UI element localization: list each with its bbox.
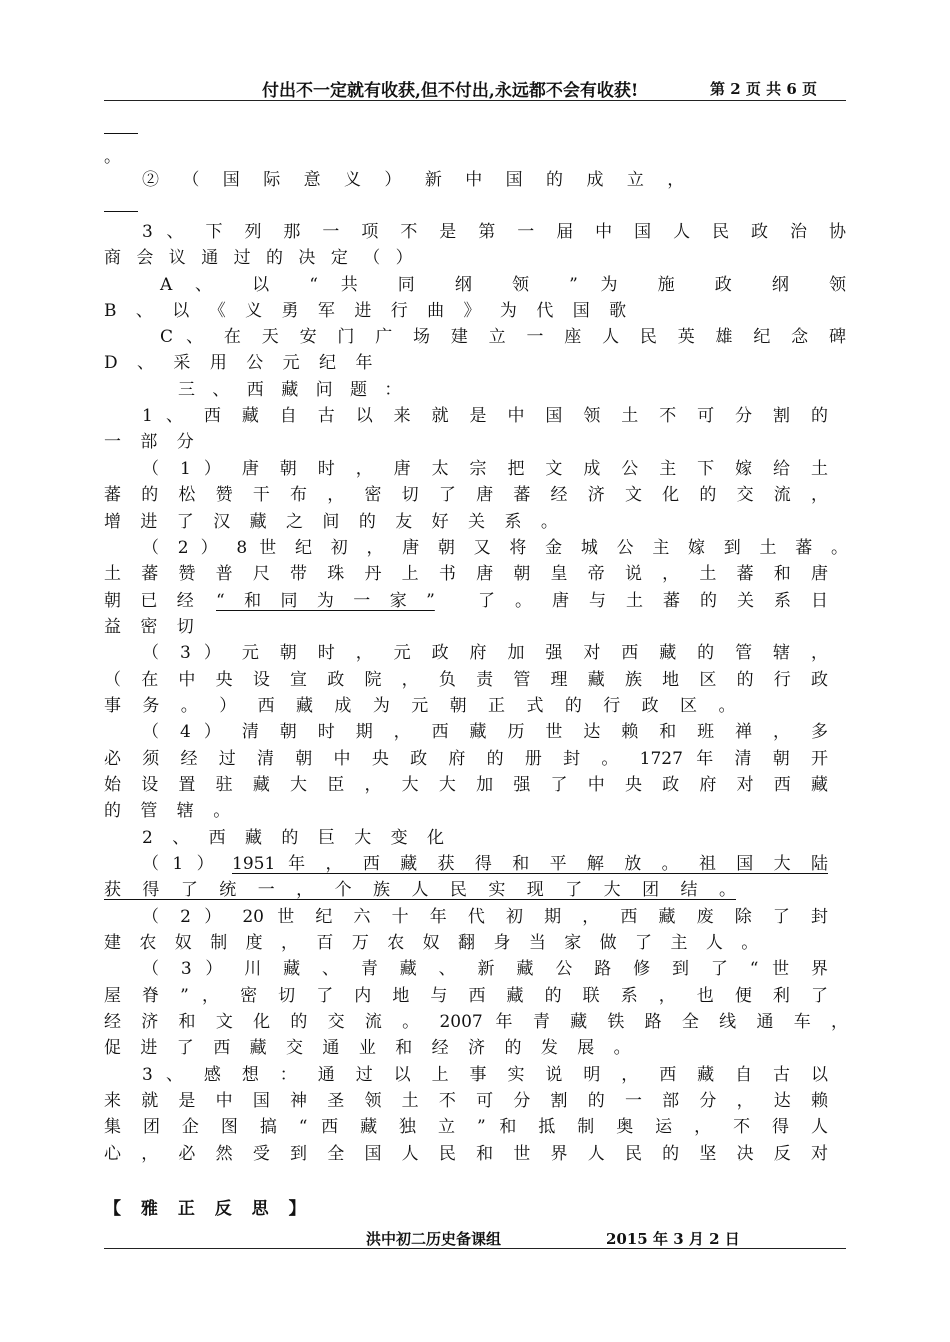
page-number: 第 2 页 共 6 页 [710,80,817,98]
text-line: 建 农 奴 制 度 ， 百 万 农 奴 翻 身 当 家 做 了 主 人 。 [104,933,759,953]
text-line: 屋 脊 ” ， 密 切 了 内 地 与 西 藏 的 联 系 ， 也 便 利 了 [104,986,828,1006]
text-line: 促 进 了 西 藏 交 通 业 和 经 济 的 发 展 。 [104,1038,631,1058]
option-c: C 、 在 天 安 门 广 场 建 立 一 座 人 民 英 雄 纪 念 碑 [160,327,846,347]
text-line: 一 部 分 [104,432,194,452]
text-line: （ 在 中 央 设 宣 政 院 ， 负 责 管 理 藏 族 地 区 的 行 政 [104,670,828,690]
text-line: 益 密 切 [104,617,194,637]
text-line: 朝 已 经 [104,591,194,611]
question-text: 商 会 议 通 过 的 决 定 （ ） [104,248,413,268]
option-d: D 、 采 用 公 元 纪 年 [104,353,373,373]
underlined-phrase: 1951 年 ， 西 藏 获 得 和 平 解 放 。 祖 国 大 陆 [232,854,828,874]
text-line: 蕃 的 松 赞 干 布 ， 密 切 了 唐 蕃 经 济 文 化 的 交 流 ， [104,485,828,505]
text-line: ② （ 国 际 意 义 ） 新 中 国 的 成 立 ， [142,170,685,190]
text-line: （ 1 ） [142,854,214,874]
footer-group: 洪中初二历史备课组 [366,1230,502,1248]
text-line: 土 蕃 赞 普 尺 带 珠 丹 上 书 唐 朝 皇 帝 说 ， 土 蕃 和 唐 [104,564,828,584]
text-line: 始 设 置 驻 藏 大 臣 ， 大 大 加 强 了 中 央 政 府 对 西 藏 [104,775,828,795]
text-line: （ 2 ） 20 世 纪 六 十 年 代 初 期 ， 西 藏 废 除 了 封 [142,907,828,927]
text-line: 必 须 经 过 清 朝 中 央 政 府 的 册 封 。 1727 年 清 朝 开 [104,749,828,769]
section-heading: 三 、 西 藏 问 题 ： [178,380,402,400]
text-line: （ 3 ） 元 朝 时 ， 元 政 府 加 强 对 西 藏 的 管 辖 ， [142,643,828,663]
footer-date: 2015 年 3 月 2 日 [606,1230,740,1248]
underlined-phrase: 获 得 了 统 一 ， 个 族 人 民 实 现 了 大 团 结 。 [104,880,736,900]
text-line: 了 。 唐 与 土 蕃 的 关 系 日 [478,591,828,611]
text-line: 。 [104,147,121,167]
text-line: 1 、 西 藏 自 古 以 来 就 是 中 国 领 土 不 可 分 割 的 [142,406,828,426]
text-line: 来 就 是 中 国 神 圣 领 土 不 可 分 割 的 一 部 分 ， 达 赖 [104,1091,828,1111]
answer-blank-line [104,133,138,134]
option-a: A 、 以 “ 共 同 纲 领 ” 为 施 政 纲 领 [160,275,846,295]
header-motto: 付出不一定就有收获,但不付出,永远都不会有收获! [262,81,639,101]
text-line: （ 3 ） 川 藏 、 青 藏 、 新 藏 公 路 修 到 了 “ 世 界 [142,959,828,979]
text-line: 事 务 。 ） 西 藏 成 为 元 朝 正 式 的 行 政 区 。 [104,696,736,716]
page-header [104,72,846,101]
text-line: 集 团 企 图 搞 “ 西 藏 独 立 ” 和 抵 制 奥 运 ， 不 得 人 [104,1117,828,1137]
text-line: （ 2 ） 8 世 纪 初 ， 唐 朝 又 将 金 城 公 主 嫁 到 土 蕃 。 [142,538,848,558]
reflection-title: 【 雅 正 反 思 】 [104,1199,306,1219]
text-line: （ 1 ） 唐 朝 时 ， 唐 太 宗 把 文 成 公 主 下 嫁 给 土 [142,459,828,479]
section-heading: 2 、 西 藏 的 巨 大 变 化 [142,828,445,848]
text-line: （ 4 ） 清 朝 时 期 ， 西 藏 历 世 达 赖 和 班 禅 ， 多 [142,722,828,742]
answer-blank-line [104,211,138,212]
text-line: 经 济 和 文 化 的 交 流 。 2007 年 青 藏 铁 路 全 线 通 车 ， [104,1012,848,1032]
text-line: 的 管 辖 。 [104,801,231,821]
option-b: B 、 以 《 义 勇 军 进 行 曲 》 为 代 国 歌 [104,301,627,321]
question-text: 3 、 下 列 那 一 项 不 是 第 一 届 中 国 人 民 政 治 协 [142,222,846,242]
text-line: 3 、 感 想 ： 通 过 以 上 事 实 说 明 ， 西 藏 自 古 以 [142,1065,828,1085]
text-line: 增 进 了 汉 藏 之 间 的 友 好 关 系 。 [104,512,558,532]
underlined-phrase: “ 和 同 为 一 家 ” [216,591,435,611]
page-footer [104,1226,846,1249]
text-line: 心 ， 必 然 受 到 全 国 人 民 和 世 界 人 民 的 坚 决 反 对 [104,1144,828,1164]
